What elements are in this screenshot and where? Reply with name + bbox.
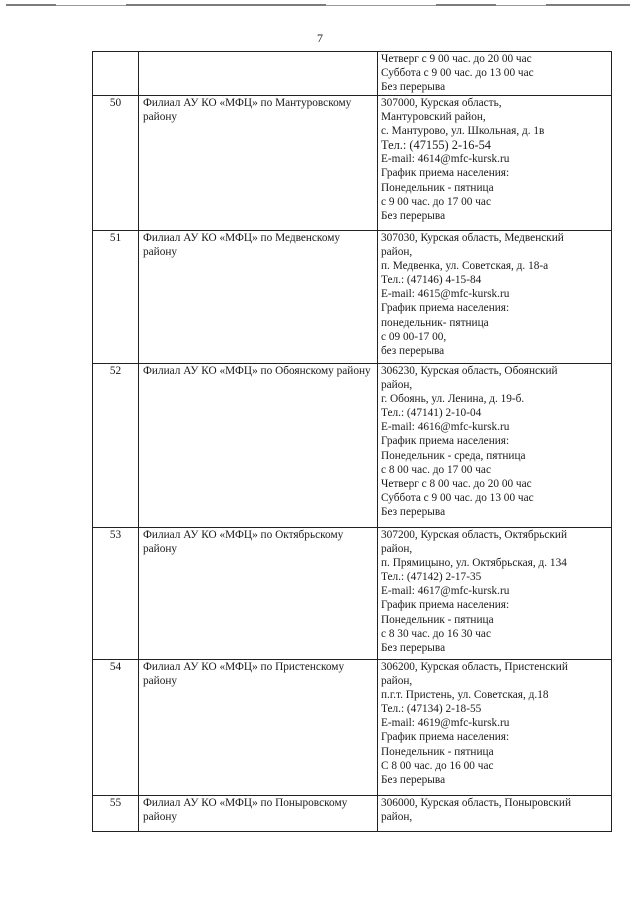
- info-line: п.г.т. Пристень, ул. Советская, д.18: [381, 689, 549, 702]
- branch-name: Филиал АУ КО «МФЦ» по Пристенскому району: [139, 660, 378, 796]
- info-line: Тел.: (47141) 2-10-04: [381, 407, 482, 420]
- branch-name: Филиал АУ КО «МФЦ» по Медвенскому району: [139, 231, 378, 364]
- branch-contact-info: [378, 660, 612, 796]
- info-line: Без перерыва: [381, 505, 446, 518]
- info-line: Четверг с 8 00 час. до 20 00 час: [381, 477, 532, 490]
- info-line: п. Медвенка, ул. Советская, д. 18-а: [381, 260, 549, 273]
- info-line: Понедельник - среда, пятница: [381, 449, 526, 462]
- info-line: График приема населения:: [381, 167, 510, 180]
- info-line: Мантуровский район,: [381, 111, 486, 124]
- info-line: Понедельник - пятница: [381, 181, 494, 194]
- branch-name: Филиал АУ КО «МФЦ» по Поныровскому району: [139, 796, 378, 832]
- info-line: без перерыва: [381, 344, 445, 357]
- info-line: район,: [381, 543, 413, 556]
- info-line: График приема населения:: [381, 599, 510, 612]
- branch-name: Филиал АУ КО «МФЦ» по Октябрьскому району: [139, 528, 378, 660]
- info-line: График приема населения:: [381, 302, 510, 315]
- row-number: 53: [93, 528, 139, 660]
- branch-contact-info: [378, 796, 612, 832]
- info-line: График приема населения:: [381, 435, 510, 448]
- info-line: Понедельник - пятница: [381, 745, 494, 758]
- table-row: [93, 364, 612, 528]
- scan-top-rule: [6, 5, 630, 6]
- row-number: 51: [93, 231, 139, 364]
- info-line: График приема населения:: [381, 731, 510, 744]
- table-row: [93, 796, 612, 832]
- info-line: 306230, Курская область, Обоянский: [381, 365, 558, 377]
- info-line: с 8 30 час. до 16 30 час: [381, 627, 491, 640]
- branch-name: Филиал АУ КО «МФЦ» по Обоянскому району: [139, 364, 378, 528]
- branch-name: Филиал АУ КО «МФЦ» по Мантуровскому району: [139, 96, 378, 231]
- info-line: С 8 00 час. до 16 00 час: [381, 759, 494, 772]
- branch-contact-info: [378, 364, 612, 528]
- info-line: E-mail: 4619@mfc-kursk.ru: [381, 717, 510, 730]
- table-row: [93, 96, 612, 231]
- info-line: Без перерыва: [381, 81, 446, 94]
- info-line: Понедельник - пятница: [381, 613, 494, 626]
- info-line: E-mail: 4614@mfc-kursk.ru: [381, 153, 510, 166]
- info-line: Суббота с 9 00 час. до 13 00 час: [381, 491, 534, 504]
- info-line: Без перерыва: [381, 773, 446, 786]
- info-line: 307200, Курская область, Октябрьский: [381, 529, 568, 541]
- info-line: с 8 00 час. до 17 00 час: [381, 463, 491, 476]
- info-line: Тел.: (47142) 2-17-35: [381, 571, 482, 584]
- table-row: [93, 528, 612, 660]
- info-line: Тел.: (47155) 2-16-54: [381, 138, 491, 153]
- table-row: [93, 660, 612, 796]
- info-line: E-mail: 4617@mfc-kursk.ru: [381, 585, 510, 598]
- info-line: с. Мантурово, ул. Школьная, д. 1в: [381, 125, 545, 138]
- info-line: E-mail: 4616@mfc-kursk.ru: [381, 421, 510, 434]
- row-number: 55: [93, 796, 139, 832]
- info-line: Суббота с 9 00 час. до 13 00 час: [381, 67, 534, 80]
- row-number: 50: [93, 96, 139, 231]
- info-line: Тел.: (47146) 4-15-84: [381, 274, 482, 287]
- row-number: 54: [93, 660, 139, 796]
- info-line: район,: [381, 246, 413, 259]
- info-line: 307030, Курская область, Медвенский: [381, 232, 564, 244]
- branch-name: [139, 52, 378, 96]
- row-number: 52: [93, 364, 139, 528]
- branch-contact-info: [378, 96, 612, 231]
- table-row: [93, 52, 612, 96]
- info-line: Четверг с 9 00 час. до 20 00 час: [381, 53, 532, 65]
- table-row: [93, 231, 612, 364]
- info-line: E-mail: 4615@mfc-kursk.ru: [381, 288, 510, 301]
- info-line: г. Обоянь, ул. Ленина, д. 19-б.: [381, 393, 525, 406]
- info-line: Тел.: (47134) 2-18-55: [381, 703, 482, 716]
- info-line: район,: [381, 379, 413, 392]
- info-line: Без перерыва: [381, 209, 446, 222]
- info-line: 307000, Курская область,: [381, 97, 502, 109]
- branch-contact-info: [378, 52, 612, 96]
- info-line: район,: [381, 675, 413, 688]
- info-line: Без перерыва: [381, 641, 446, 654]
- info-line: понедельник- пятница: [381, 316, 489, 329]
- row-number: [93, 52, 139, 96]
- info-line: п. Прямицыно, ул. Октябрьская, д. 134: [381, 557, 567, 570]
- info-line: район,: [381, 811, 413, 824]
- info-line: с 09 00-17 00,: [381, 330, 447, 343]
- info-line: 306000, Курская область, Поныровский: [381, 797, 572, 809]
- page-number: 7: [317, 31, 323, 45]
- info-line: с 9 00 час. до 17 00 час: [381, 195, 491, 208]
- info-line: 306200, Курская область, Пристенский: [381, 661, 568, 673]
- branch-contact-info: [378, 528, 612, 660]
- mfc-branches-table: [92, 51, 612, 832]
- branch-contact-info: [378, 231, 612, 364]
